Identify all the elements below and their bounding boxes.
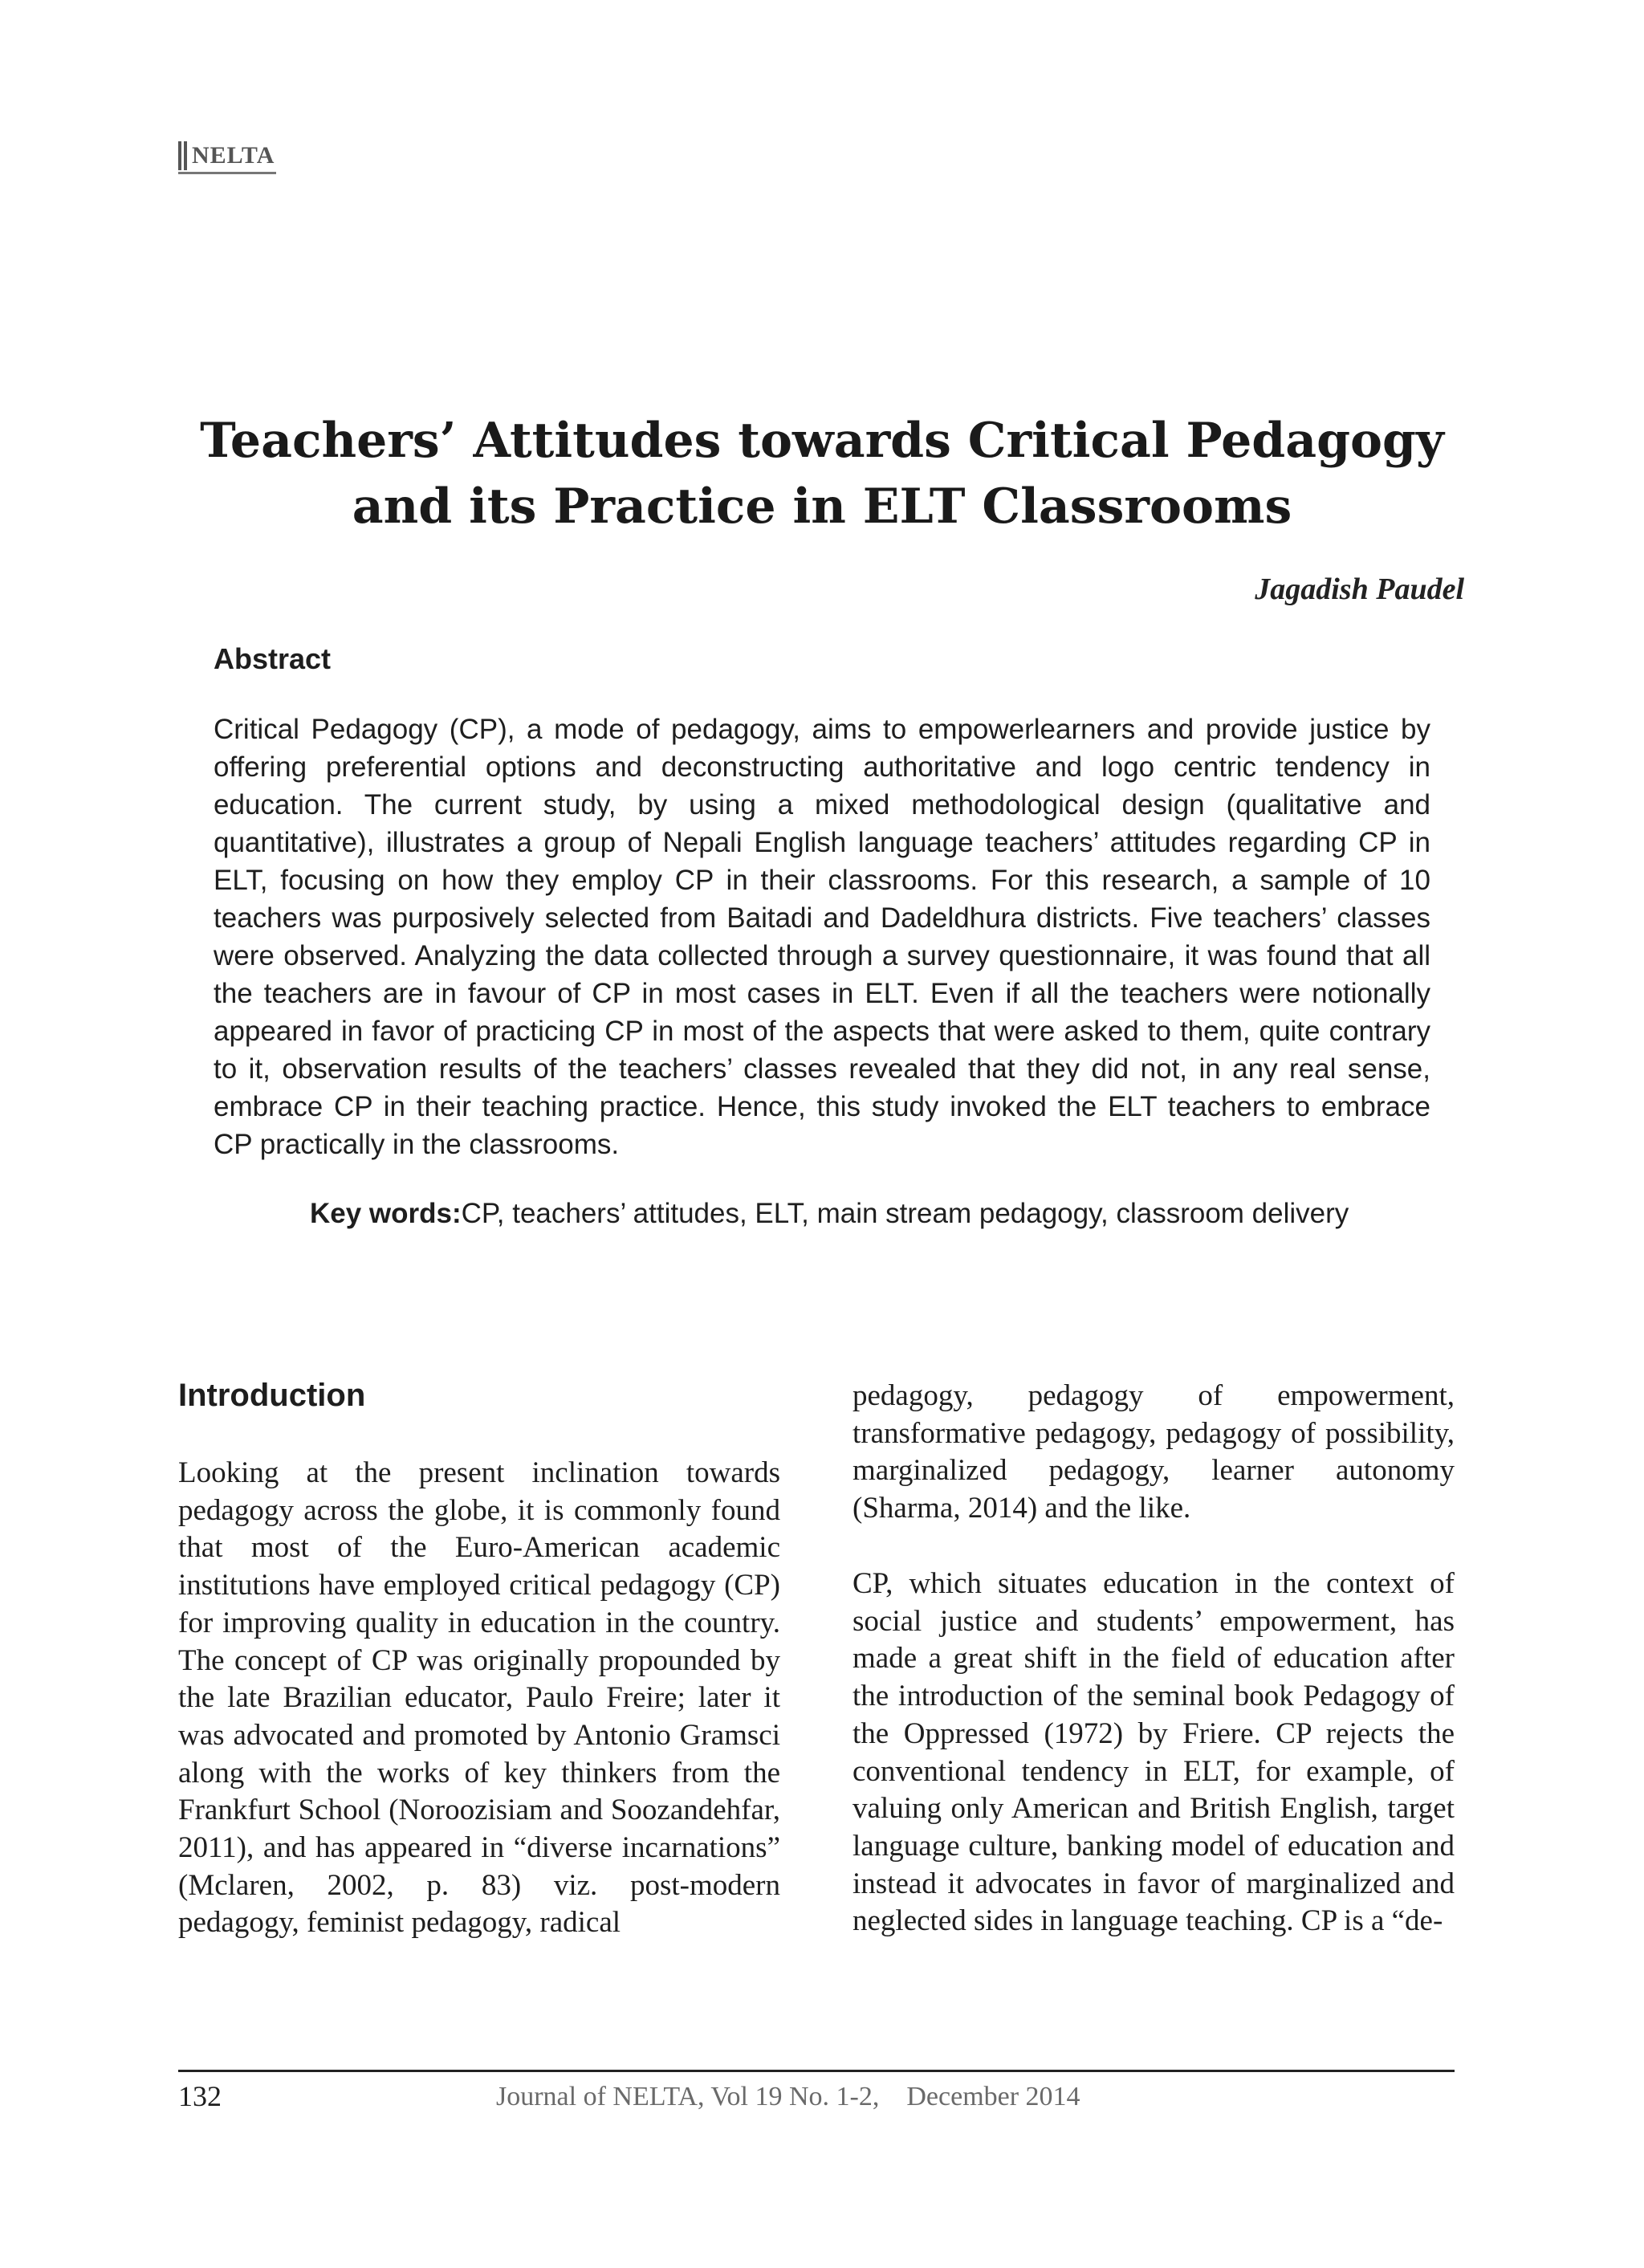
keywords-text: CP, teachers’ attitudes, ELT, main stream pedagogy, classroom delivery bbox=[461, 1198, 1349, 1229]
logo-text: NELTA bbox=[192, 142, 275, 169]
introduction-paragraph-left: Looking at the present inclination towards pedagogy across the globe, it is commonly found that most of the Euro-American academic institutions have employed critical pedagogy (CP) for improving quality in education in the country. The concept of CP was originally propounded by the late Brazilian educator, Paulo Freire; later it was advocated and promoted by Antonio Gramsci along with the works of key thinkers from the Frankfurt School (Noroozisiam and Soozandehfar, 2011), and has appeared in “diverse incarnations” (Mclaren, 2002, p. 83) viz. post-modern pedagogy, feminist pedagogy, radical bbox=[178, 1456, 780, 1940]
footer-divider bbox=[178, 2070, 1455, 2072]
introduction-heading: Introduction bbox=[178, 1378, 366, 1413]
logo-bar-icon bbox=[178, 141, 181, 170]
author-name: Jagadish Paudel bbox=[1255, 572, 1464, 606]
title-line-1: Teachers’ Attitudes towards Critical Pedagogy bbox=[200, 413, 1444, 469]
title-line-2: and its Practice in ELT Classrooms bbox=[352, 478, 1292, 535]
keywords-line bbox=[310, 1198, 1349, 1230]
journal-citation: Journal of NELTA, Vol 19 No. 1-2, December 2014 bbox=[496, 2082, 1080, 2111]
abstract-body: Critical Pedagogy (CP), a mode of pedagogy, aims to empowerlearners and provide justice by offering preferential options and deconstructing authoritative and logo centric tendency in education. The current study, by using a mixed methodological design (qualitative and quantitative), illustrates a group of Nepali English language teachers’ attitudes regarding CP in ELT, focusing on how they employ CP in their classrooms. For this research, a sample of 10 teachers was purposively selected from Baitadi and Dadeldhura districts. Five teachers’ classes were observed. Analyzing the data collected through a survey questionnaire, it was found that all the teachers are in favour of CP in most cases in ELT. Even if all the teachers were notionally appeared in favor of practicing CP in most of the aspects that were asked to them, quite contrary to it, observation results of the teachers’ classes revealed that they did not, in any real sense, embrace CP in their teaching practice. Hence, this study invoked the ELT teachers to embrace CP practically in the classrooms. bbox=[214, 714, 1430, 1160]
introduction-paragraph-right-1: pedagogy, pedagogy of empowerment, transformative pedagogy, pedagogy of possibility, marginalized pedagogy, learner autonomy (Sharma, 2014) and the like. bbox=[853, 1379, 1455, 1525]
logo-bar-icon bbox=[184, 141, 187, 170]
article-title bbox=[144, 408, 1500, 540]
introduction-paragraph-right-2: CP, which situates education in the context of social justice and students’ empowerment, has made a great shift in the field of education after the introduction of the seminal book Pedagogy of the Oppressed (1972) by Friere. CP rejects the conventional tendency in ELT, for example, of valuing only American and British English, target language culture, banking model of education and instead it advocates in favor of marginalized and neglected sides in language teaching. CP is a “de- bbox=[853, 1567, 1455, 1938]
page-number: 132 bbox=[178, 2080, 222, 2112]
keywords-label: Key words: bbox=[310, 1198, 462, 1229]
journal-logo bbox=[178, 141, 275, 170]
abstract-heading: Abstract bbox=[214, 642, 332, 675]
